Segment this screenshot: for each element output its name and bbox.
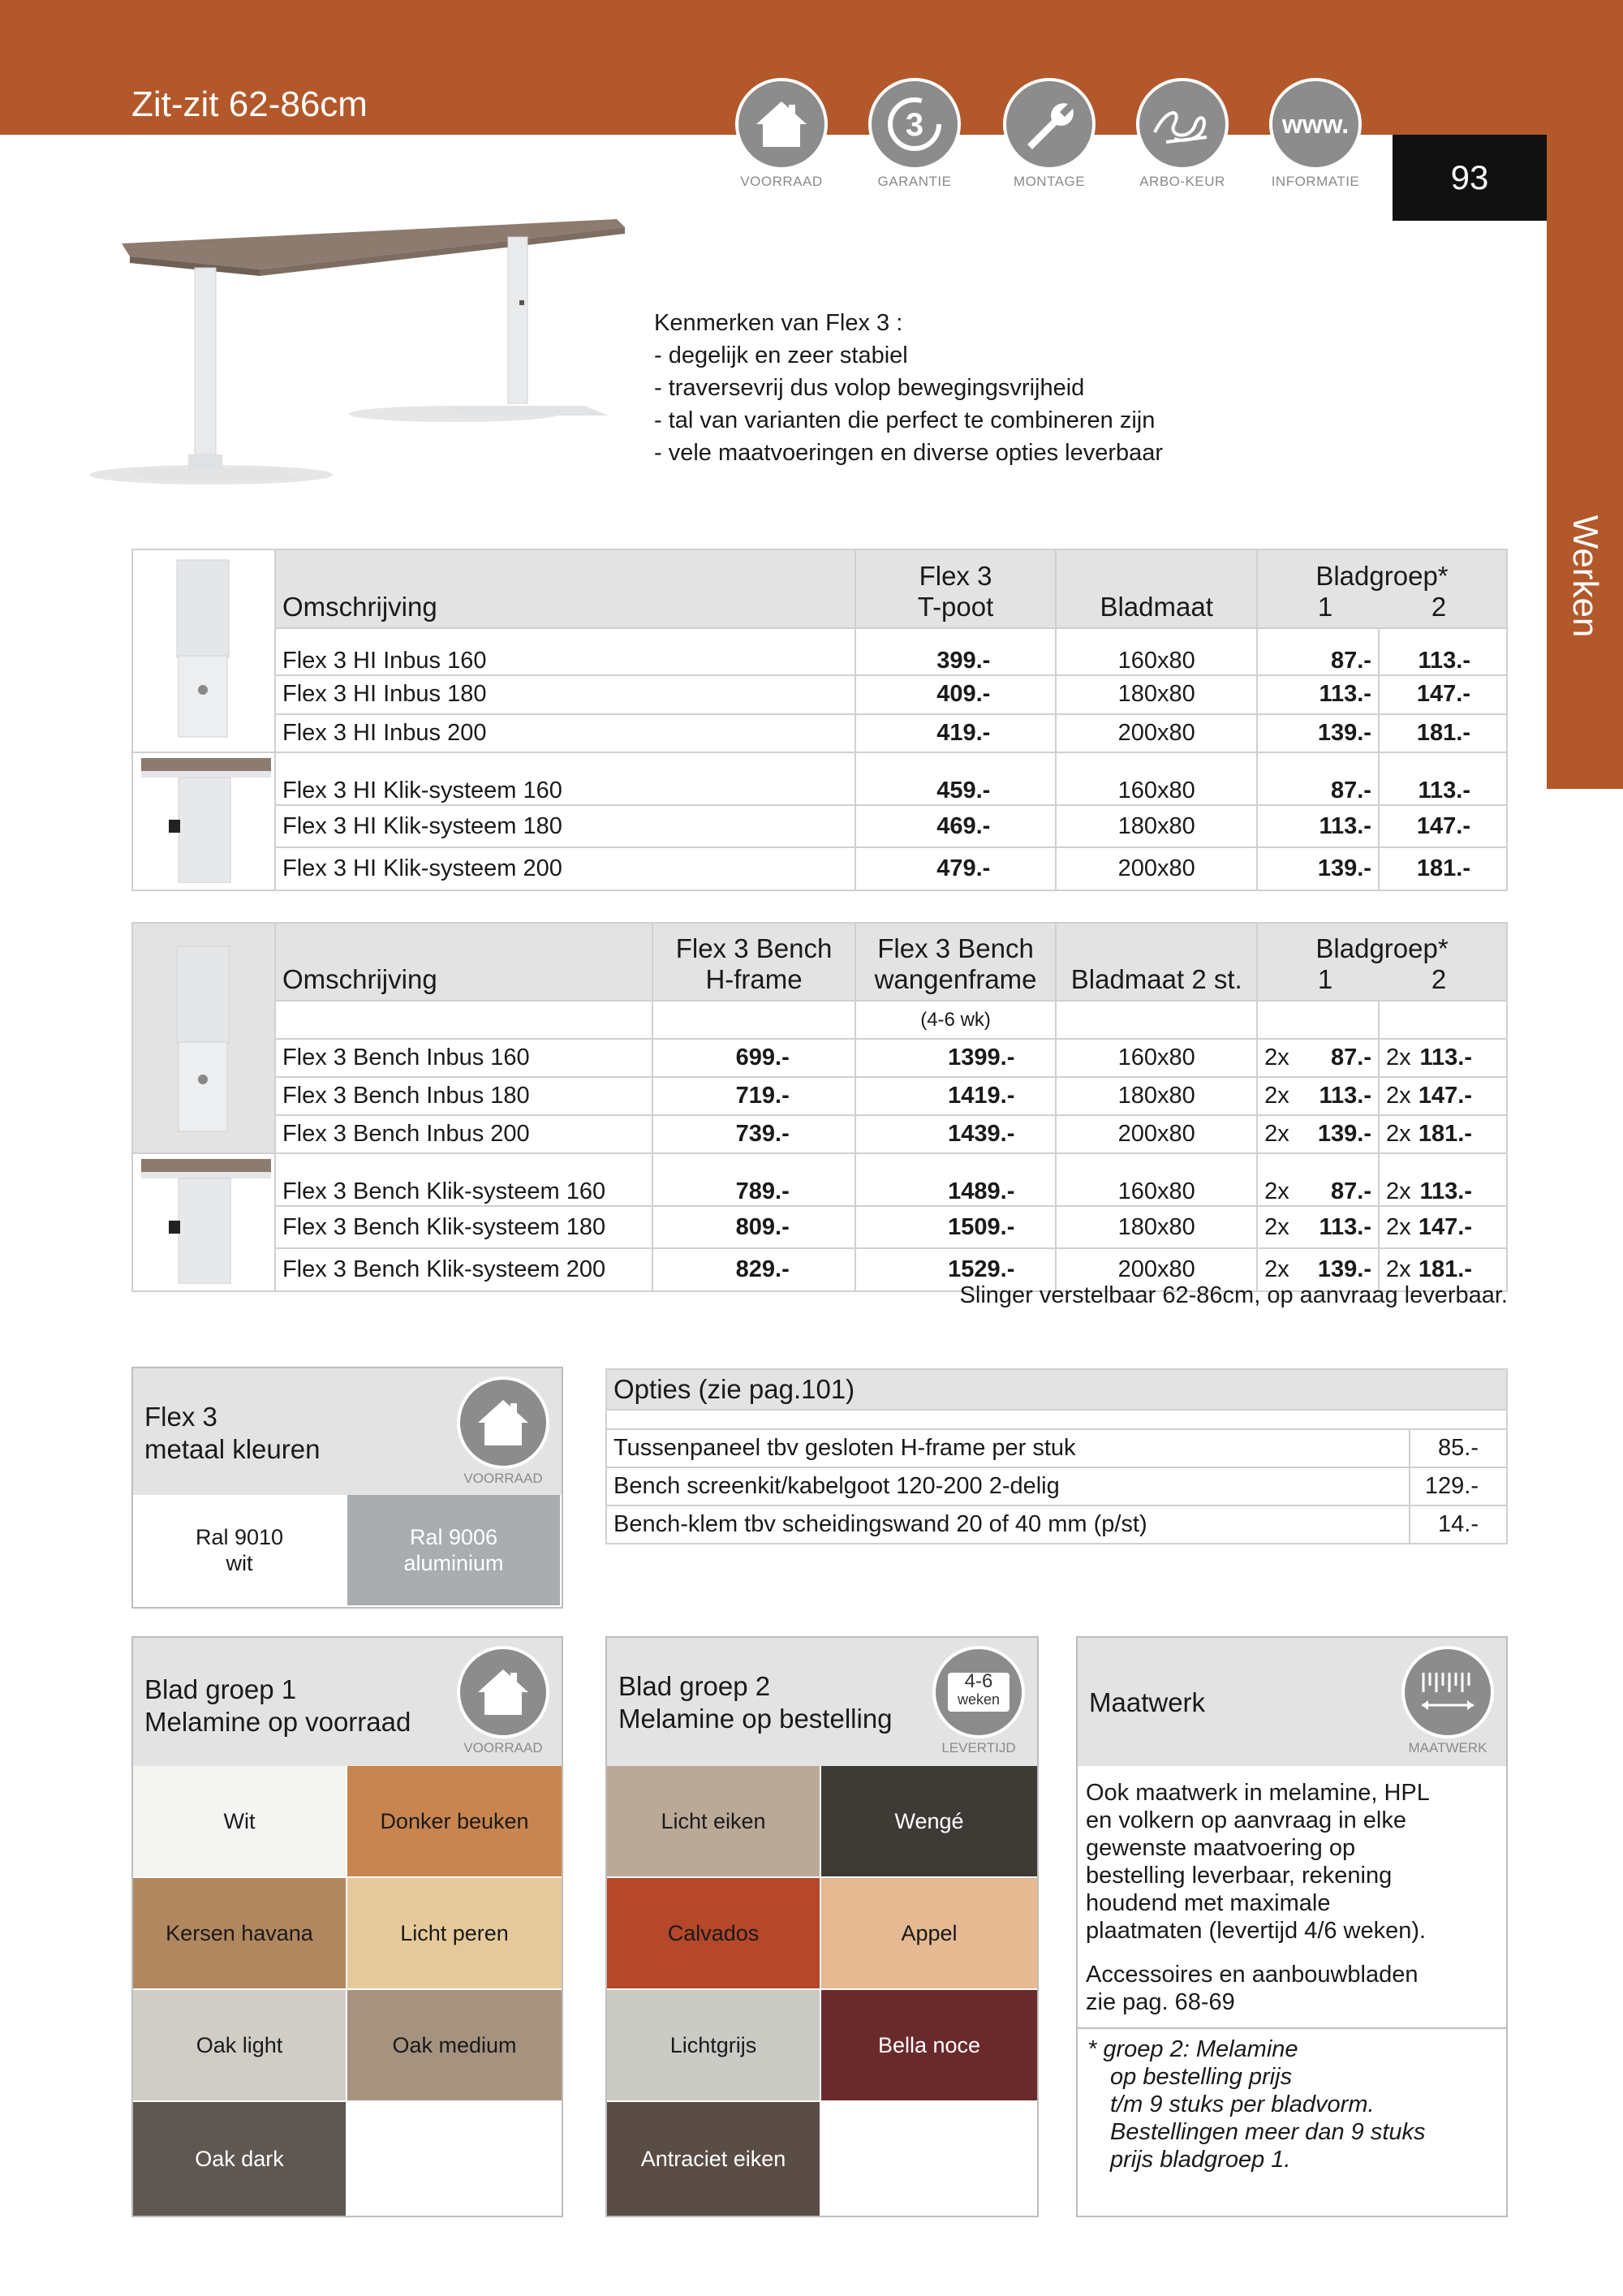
swatch-kersen-havana: Kersen havana	[133, 1878, 347, 1990]
metaal-title-1: Flex 3	[144, 1402, 217, 1432]
leg-inbus-image	[132, 549, 275, 752]
bench-leg-inbus-image	[132, 923, 275, 1153]
page-title: Zit-zit 62-86cm	[131, 84, 368, 124]
blad1-title-2: Melamine op voorraad	[144, 1707, 411, 1737]
metaal-kleuren-box	[131, 1367, 563, 1609]
swatch-donker-beuken: Donker beuken	[347, 1766, 563, 1878]
col-header-hframe: Flex 3 Bench H-frame	[652, 923, 855, 1001]
house-icon	[457, 1376, 549, 1469]
opties-title: Opties (zie pag.101)	[606, 1369, 1507, 1410]
swatch-oak-light: Oak light	[133, 1990, 347, 2102]
slinger-footnote: Slinger verstelbaar 62-86cm, op aanvraag leverbaar.	[959, 1282, 1508, 1308]
metaal-title-2: metaal kleuren	[144, 1434, 321, 1464]
feature-item: - traversevrij dus volop bewegingsvrijheid	[654, 375, 1085, 401]
voorraad-caption: VOORRAAD	[740, 174, 823, 189]
voorraad-badge	[729, 78, 834, 190]
arbo-caption: ARBO-KEUR	[1139, 174, 1225, 189]
voorraad-caption: VOORRAAD	[463, 1471, 543, 1486]
informatie-badge	[1263, 78, 1368, 190]
garantie-caption: GARANTIE	[877, 174, 952, 189]
table-row: Flex 3 HI Inbus 160 399.- 160x80 87.- 113.-	[132, 628, 1507, 675]
color-swatch-ral9010: Ral 9010 wit	[133, 1495, 347, 1607]
section-tab	[1547, 135, 1623, 789]
table-row: Flex 3 HI Inbus 200 419.- 200x80 139.- 181.-	[132, 714, 1507, 752]
swatch-wenge: Wengé	[821, 1766, 1039, 1878]
feature-item: - tal van varianten die perfect te combineren zijn	[654, 407, 1156, 433]
maatwerk-text: Ook maatwerk in melamine, HPL en volkern op aanvraag in elke gewenste maatvoering op bestelling leverbaar, rekening houdend met maximale plaatmaten (levertijd 4/6 weken). Accessoires en aanbouwbladen zie pag. 68-69	[1086, 1780, 1430, 2015]
table-row: Flex 3 HI Klik-systeem 200 479.- 200x80 139.- 181.-	[132, 847, 1507, 890]
section-label: Werken	[1565, 515, 1605, 638]
blad1-voorraad-badge	[454, 1646, 552, 1756]
blad2-title-2: Melamine op bestelling	[618, 1704, 893, 1734]
price-table-bench	[131, 922, 1508, 1292]
www-icon: www.	[1269, 78, 1362, 170]
measuring-tape-icon	[1401, 1646, 1494, 1738]
blad-groep-2-box	[605, 1636, 1039, 2217]
table-row: Flex 3 HI Klik-systeem 180 469.- 180x80 113.- 147.-	[132, 805, 1507, 848]
guarantee-3-icon	[868, 78, 961, 170]
col-header-bladgroep: Bladgroep* 1 2	[1257, 549, 1507, 628]
maatwerk-badge	[1399, 1646, 1496, 1756]
opties-row: Tussenpaneel tbv gesloten H-frame per stuk 85.-	[606, 1429, 1507, 1467]
swatch-antraciet-eiken: Antraciet eiken	[607, 2102, 821, 2217]
table-row: Flex 3 Bench Klik-systeem 160 789.- 1489.- 160x80 2x 87.- 2x 113.-	[132, 1153, 1507, 1206]
maatwerk-title: Maatwerk	[1089, 1687, 1206, 1717]
features-list	[654, 307, 1163, 469]
svg-text:3: 3	[905, 107, 924, 143]
wrench-icon	[1003, 78, 1096, 170]
opties-row: Bench screenkit/kabelgoot 120-200 2-delig 129.-	[606, 1467, 1507, 1506]
col-header-bladmaat: Bladmaat 2 st.	[1056, 923, 1257, 1001]
bench-leg-klik-image	[132, 1153, 275, 1291]
table-row: Flex 3 Bench Inbus 180 719.- 1419.- 180x80 2x 113.- 2x 147.-	[132, 1077, 1507, 1115]
levertijd-badge	[930, 1646, 1027, 1756]
swatch-licht-eiken: Licht eiken	[607, 1766, 821, 1878]
metaal-voorraad-badge	[454, 1376, 552, 1487]
leg-klik-image	[132, 752, 275, 890]
informatie-caption: INFORMATIE	[1271, 174, 1360, 189]
col-header-omschrijving: Omschrijving	[275, 549, 855, 628]
col-header-bladmaat: Bladmaat	[1056, 549, 1257, 628]
blad-groep-1-box	[131, 1636, 563, 2217]
features-heading: Kenmerken van Flex 3 :	[654, 310, 903, 336]
opties-table	[605, 1368, 1508, 1544]
garantie-badge	[862, 78, 967, 190]
swatch-appel: Appel	[821, 1878, 1039, 1990]
delivery-truck-icon: 4-6 weken	[932, 1646, 1025, 1738]
house-icon	[735, 78, 828, 170]
montage-caption: MONTAGE	[1013, 174, 1086, 189]
table-row: Flex 3 HI Klik-systeem 160 459.- 160x80 87.- 113.-	[132, 752, 1507, 805]
swatch-wit: Wit	[133, 1766, 347, 1878]
house-icon	[457, 1646, 549, 1738]
page-number: 93	[1393, 135, 1547, 221]
col-header-wangenframe: Flex 3 Bench wangenframe	[855, 923, 1057, 1001]
col-header-omschrijving: Omschrijving	[275, 923, 652, 1001]
swatch-oak-dark: Oak dark	[133, 2102, 347, 2217]
swatch-licht-peren: Licht peren	[347, 1878, 563, 1990]
levertijd-caption: LEVERTIJD	[941, 1740, 1016, 1755]
blad1-title-1: Blad groep 1	[144, 1674, 297, 1704]
maatwerk-note: * groep 2: Melamine op bestelling prijs t/m 9 stuks per bladvorm. Bestellingen meer dan 9 stuks prijs bladgroep 1.	[1087, 2036, 1426, 2173]
col-header-tpoot: Flex 3 T-poot	[855, 549, 1057, 628]
swatch-lichtgrijs: Lichtgrijs	[607, 1990, 821, 2102]
table-row: Flex 3 Bench Klik-systeem 180 809.- 1509.- 180x80 2x 113.- 2x 147.-	[132, 1206, 1507, 1249]
swatch-bella-noce: Bella noce	[821, 1990, 1039, 2102]
levertijd-note: (4-6 wk)	[855, 1001, 1057, 1039]
table-row: Flex 3 Bench Inbus 200 739.- 1439.- 200x80 2x 139.- 2x 181.-	[132, 1115, 1507, 1153]
col-header-bladgroep: Bladgroep* 1 2	[1257, 923, 1507, 1001]
table-row: Flex 3 Bench Inbus 160 699.- 1399.- 160x80 2x 87.- 2x 113.-	[132, 1039, 1507, 1077]
color-swatch-ral9006: Ral 9006 aluminium	[347, 1495, 562, 1607]
desk-photo	[65, 211, 633, 511]
maatwerk-divider	[1078, 2027, 1506, 2029]
blad2-title-1: Blad groep 2	[618, 1671, 771, 1701]
opties-row: Bench-klem tbv scheidingswand 20 of 40 mm (p/st) 14.-	[606, 1506, 1507, 1544]
arbo-badge	[1130, 78, 1235, 190]
price-table-tpoot	[131, 549, 1508, 891]
maatwerk-box	[1076, 1636, 1508, 2217]
arbo-signature-icon	[1136, 78, 1229, 170]
feature-item: - vele maatvoeringen en diverse opties leverbaar	[654, 440, 1164, 466]
maatwerk-caption: MAATWERK	[1408, 1740, 1487, 1755]
voorraad-caption: VOORRAAD	[463, 1740, 543, 1755]
montage-badge	[997, 78, 1102, 190]
table-row: Flex 3 Bench Klik-systeem 200 829.- 1529.- 200x80 2x 139.- 2x 181.-	[132, 1248, 1507, 1291]
feature-item: - degelijk en zeer stabiel	[654, 342, 908, 368]
swatch-calvados: Calvados	[607, 1878, 821, 1990]
swatch-oak-medium: Oak medium	[347, 1990, 563, 2102]
table-row: Flex 3 HI Inbus 180 409.- 180x80 113.- 147.-	[132, 675, 1507, 713]
